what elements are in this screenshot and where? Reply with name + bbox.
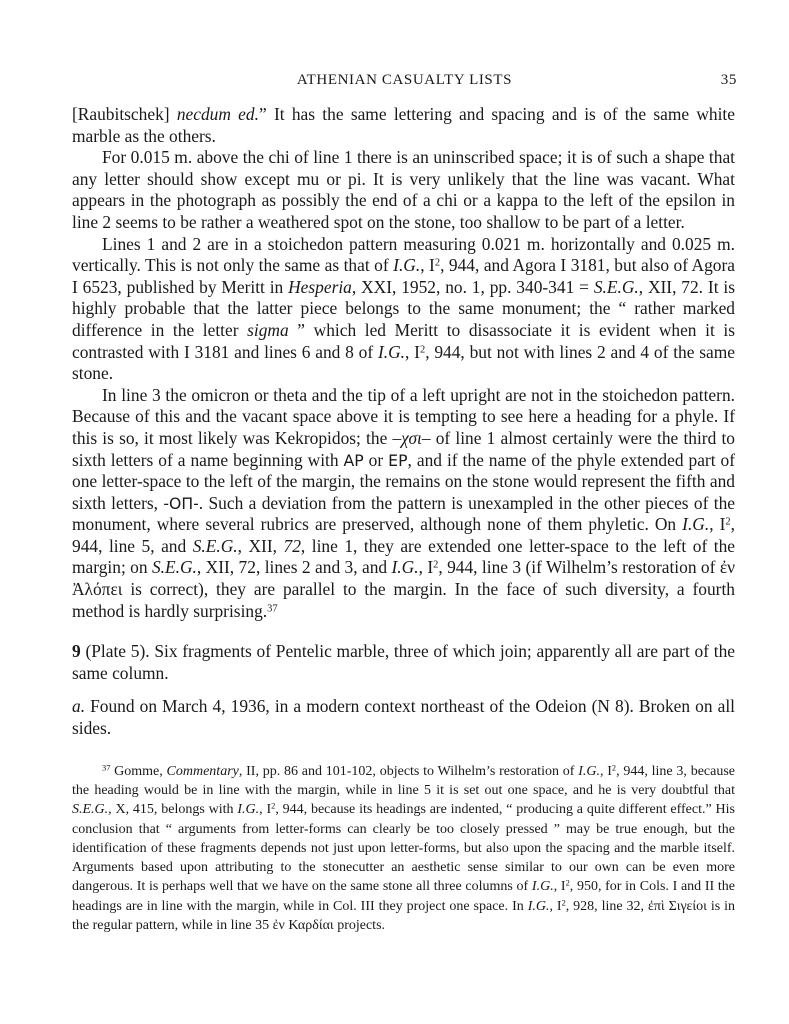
text-run: . Such a deviation from the pattern is unexampled in the other pieces of the monument, where several rubrics are preserved, although none of them phyletic. On [72,492,736,535]
citation-seg: S.E.G. [192,535,238,556]
text-run: , XII, 72, lines 2 and 3, and [196,557,392,578]
citation-seg: S.E.G. [72,802,109,818]
running-header [72,72,737,94]
citation-ig: I.G. [393,255,421,276]
greek-phrase: ἐπὶ Σιγείοι [647,898,707,914]
italic-run: necdum ed. [176,104,259,124]
paragraph-uninscribed-space: For 0.015 m. above the chi of line 1 there is an uninscribed space; it is of such a shape that any letter should show except mu or pi. It is very unlikely that the line was vacant. What appears in the photograph as possibly the end of a chi or a kappa to the left of the epsilon in line 2 seems to be rather a weathered spot on the stone, too shallow to be part of a letter. [72,147,735,232]
fragment-label: a. [72,696,86,717]
text-run: , I [553,879,566,895]
superscript: 2 [611,763,617,773]
superscript: 2 [271,801,276,811]
catalogue-entry-9 [72,641,735,684]
main-text [72,104,735,935]
text-run: ” which led Meritt to disassociate it is evident when it is contrasted with I 3181 and lines 6 and 8 of [72,319,735,362]
text-run: , and if the name of the phyle extended part of one letter-space to the left of the margin, the remains on the stone would represent the fifth and sixth letters, [72,449,736,513]
italic-run: 72 [283,535,301,556]
text-run: , XII, 72. It is highly probable that the latter piece belongs to the same monument; the “ rather marked difference in the letter [72,276,735,340]
italic-run: Commentary [166,763,239,779]
citation-seg: S.E.G. [151,557,197,578]
text-run: Found on March 4, 1936, in a modern context northeast of the Odeion (N 8). Broken on all sides. [72,696,735,739]
text-run: , 944, line 3, because the heading would be in line with the margin, while in line 5 it is set out one space, and he is very doubtful that [72,763,735,798]
text-run: [Raubitschek] [72,104,177,124]
citation-ig: I.G. [377,341,406,362]
citation-seg: S.E.G. [593,276,639,297]
footnote-reference: 37 [267,602,278,614]
citation-ig: I.G. [578,763,600,779]
text-run: , X, 415, belongs with [108,802,238,818]
epigraphic-letters: ΑΡ [343,450,364,470]
text-run: , I [259,802,272,818]
paragraph-phyle-heading [72,385,735,623]
text-run: , I [599,763,612,779]
citation-ig: I.G. [527,898,550,914]
superscript: 2 [561,898,566,908]
text-run: , 928, line 32, [565,898,648,914]
greek-phrase: ἐν Καρδίαι [272,918,334,933]
text-run: , II, pp. 86 and 101-102, objects to Wilhelm’s restoration of [238,763,579,779]
text-run: ” It has the same lettering and spacing and is of the same white marble as the others. [72,104,735,146]
epigraphic-letters: -ΟΠ- [163,493,199,513]
citation-ig: I.G. [237,802,260,818]
superscript: 2 [419,343,426,355]
text-run: of line 1 almost certainly were the third to sixth letters of a name beginning with [72,427,735,470]
text-run: , I [549,898,562,914]
text-run: , I [420,255,435,276]
text-run: is correct), they are parallel to the margin. In the face of such diversity, a fourth method is hardly surprising. [72,579,735,621]
paragraph-continuation [72,104,735,147]
footnote-37 [72,762,735,936]
fragment-a-description [72,696,735,739]
text-run: , I [405,341,420,362]
text-run: , I [709,514,726,535]
superscript: 2 [565,878,570,888]
epigraphic-letters: ΕΡ [388,450,408,470]
text-run: , 944, line 5, and [72,514,735,556]
paragraph-stoichedon [72,234,735,385]
running-title: ATHENIAN CASUALTY LISTS [296,72,513,88]
citation-ig: I.G. [531,879,554,895]
text-run: , XXI, 1952, no. 1, pp. 340-341 = [351,276,594,297]
citation-hesperia: Hesperia [288,276,352,297]
text-run: , 950, for in Cols. I and II the headings are in line with the margin, while in Col. III they project one space. In [72,879,735,914]
text-run: Gomme, [110,763,167,779]
text-run: , XII, [237,535,284,556]
text-run: In line 3 the omicron or theta and the tip of a left upright are not in the stoichedon pattern. Because of this and the vacant space above it is tempting to see here a heading for a phyle. If this is so, it most likely was Kekropidos; the [72,384,735,448]
text-run: is in the regular pattern, while in line 35 [72,898,735,933]
text-run: , 944, and Agora I 3181, but also of Agora I 6523, published by Meritt in [72,255,735,297]
greek-phrase: ἐν Ἀλόπει [72,557,735,600]
superscript: 2 [434,257,441,269]
superscript: 2 [433,559,439,571]
citation-ig: I.G. [391,557,419,578]
text-run: , I [418,557,434,578]
text-run: , 944, line 3 (if Wilhelm’s restoration of [438,557,720,578]
citation-ig: I.G. [682,514,710,535]
greek-fragment: –χσι– [392,427,431,448]
page-number: 35 [720,72,737,88]
text-run: , 944, but not with lines 2 and 4 of the same stone. [72,341,736,384]
superscript: 2 [725,516,731,528]
text-run: projects. [333,918,386,933]
text-run: or [363,449,389,470]
text-run: , line 1, they are extended one letter-space to the left of the margin; on [72,535,735,578]
text-run: , 944, because its headings are indented, “ producing a quite different effect.” His conclusion that “ arguments from letter-forms can clearly be too closely pressed ” may be true enough, but the identification of these fragments depends not just upon letter-forms, but also upon the spacing and the marble itself. Arguments based upon attributing to the stonecutter an aesthetic sense similar to our own can be even more dangerous. It is perhaps well that we have on the same stone all three columns of [72,802,735,895]
text-run: Lines 1 and 2 are in a stoichedon pattern measuring 0.021 m. horizontally and 0.025 m. vertically. This is not only the same as that of [72,233,735,276]
footnote-number: 37 [102,763,111,773]
italic-run: sigma [247,319,289,340]
entry-number: 9 [72,641,81,662]
text-run: (Plate 5). Six fragments of Pentelic marble, three of which join; apparently all are part of the same column. [72,641,735,683]
